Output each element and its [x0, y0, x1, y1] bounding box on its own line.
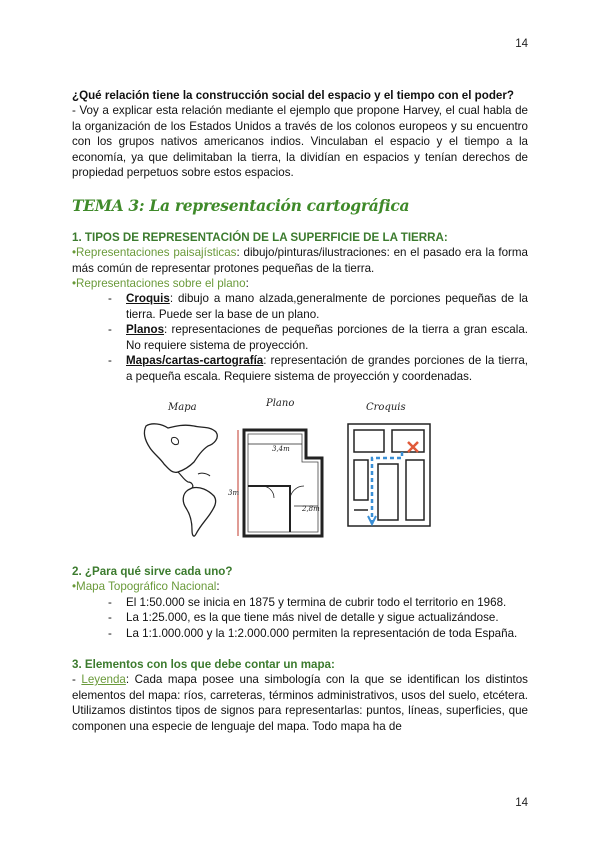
- representation-figures: [72, 398, 528, 548]
- list-item-scale-50000: - El 1:50.000 se inicia en 1875 y termina de cubrir todo el territorio en 1968.: [108, 595, 528, 610]
- tema-title: TEMA 3: La representación cartográfica: [72, 196, 410, 216]
- list-item-planos: [108, 322, 528, 353]
- list-item-scale-million: - La 1:1.000.000 y la 1:2.000.000 permiten la representación de toda España.: [108, 626, 528, 641]
- list-item-croquis: [108, 291, 528, 322]
- figure-label-mapa: Mapa: [168, 401, 197, 413]
- leyenda-text: : Cada mapa posee una simbología con la que se identifican los distintos elementos del mapa: ríos, carreteras, términos administrativos, usos del suelo, etcétera. Utilizamos distintos tipos de signos para representarlas: puntos, líneas, superficies, que componen una especie de lenguaje del mapa. Todo mapa ha de: [72, 673, 528, 733]
- list-item-mapas: [108, 353, 528, 384]
- term-croquis: Croquis: [126, 292, 170, 306]
- mapas-text: : representación de grandes porciones de la tierra, a pequeña escala. Requiere sistema de proyección y coordenadas.: [126, 354, 528, 383]
- leyenda-paragraph: [72, 672, 528, 734]
- plano-height-dimension: 3m: [228, 488, 240, 497]
- bullet-plano-colon: :: [245, 277, 249, 291]
- section-3-title: 3. Elementos con los que debe contar un mapa:: [72, 657, 335, 671]
- leyenda-dash: -: [72, 673, 82, 687]
- section-2-title: 2. ¿Para qué sirve cada uno?: [72, 564, 233, 578]
- mtn-scales-list: [72, 595, 528, 641]
- list-item-scale-25000: - La 1:25.000, es la que tiene más nivel de detalle y sigue actualizándose.: [108, 610, 528, 625]
- floor-plan-drawing: [234, 416, 334, 546]
- plano-room-dimension: 2,8m: [302, 504, 320, 513]
- mtn-label: •Mapa Topográfico Nacional: [72, 580, 217, 594]
- bullet-plano: [72, 276, 528, 291]
- bullet-plano-label: •Representaciones sobre el plano: [72, 277, 246, 291]
- croquis-drawing: [344, 420, 434, 530]
- bullet-paisajisticas-text: : dibujo/pinturas/ilustraciones: en el pasado era la forma más común de representar protones pequeñas de la tierra.: [72, 246, 528, 275]
- section-1: [72, 230, 528, 384]
- plano-width-dimension: 3,4m: [272, 444, 290, 453]
- page-number-top: 14: [515, 38, 528, 50]
- question-answer: - Voy a explicar esta relación mediante el ejemplo que propone Harvey, el cual habla de la organización de los Estados Unidos a través de los colonos europeos y su encuentro con los grupos nativos americanos indios. Vinculaban el espacio y el tiempo a la economía, ya que delimitaban la tierra, la dividían en espacios y tenían derechos de propiedad perpetuos sobre estos espacios.: [72, 104, 528, 180]
- figure-label-plano: Plano: [266, 397, 295, 409]
- section-3: [72, 657, 528, 734]
- term-mapas: Mapas/cartas-cartografía: [126, 354, 264, 368]
- page-number-bottom: 14: [515, 797, 528, 809]
- page-content: [72, 88, 528, 734]
- plano-types-list: [72, 291, 528, 383]
- term-leyenda: Leyenda: [81, 673, 126, 687]
- section-2: [72, 564, 528, 641]
- term-planos: Planos: [126, 323, 165, 337]
- americas-map-drawing: [138, 420, 238, 540]
- mtn-subtitle: [72, 579, 528, 594]
- mtn-colon: :: [216, 580, 220, 594]
- bullet-paisajisticas-label: •Representaciones paisajísticas: [72, 246, 237, 260]
- question-title: ¿Qué relación tiene la construcción social del espacio y el tiempo con el poder?: [72, 89, 514, 102]
- croquis-text: : dibujo a mano alzada,generalmente de porciones pequeñas de la tierra. Puede ser la base de un plano.: [126, 292, 528, 321]
- section-1-title: 1. TIPOS DE REPRESENTACIÓN DE LA SUPERFICIE DE LA TIERRA:: [72, 230, 448, 244]
- planos-text: : representaciones de pequeñas porciones de la tierra a gran escala. No requiere sistema de proyección.: [126, 323, 528, 352]
- figure-label-croquis: Croquis: [366, 401, 406, 413]
- bullet-paisajisticas: [72, 245, 528, 276]
